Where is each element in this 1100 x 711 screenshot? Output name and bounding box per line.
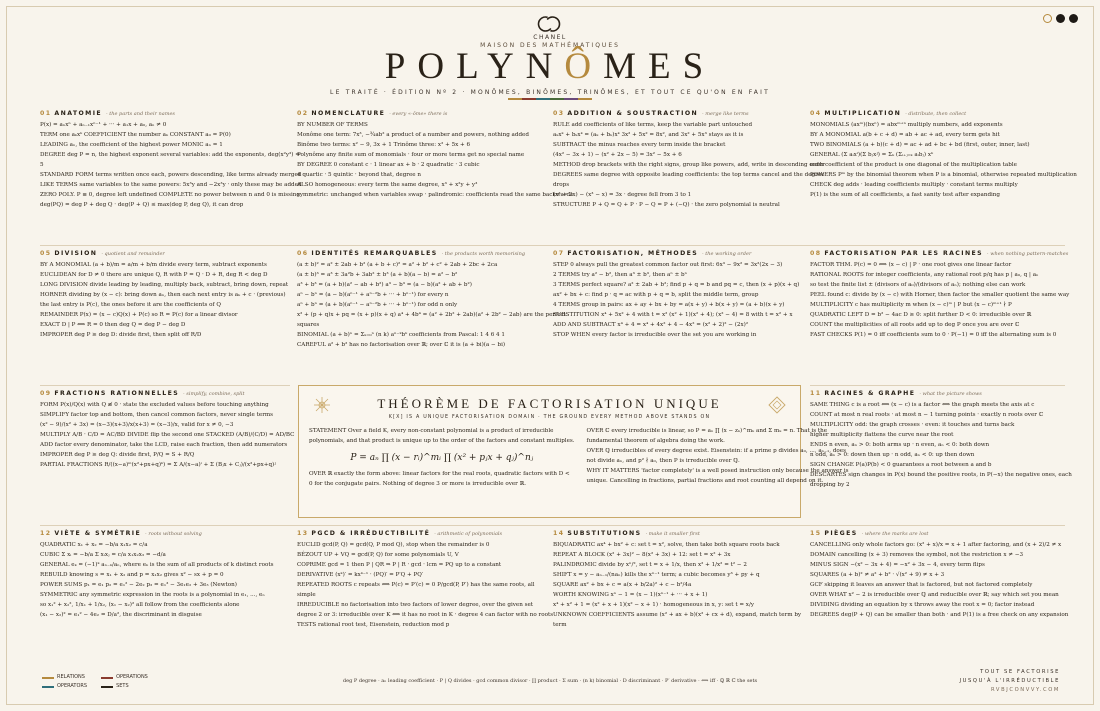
- section-line: ENDS n even, aₙ > 0: both arms up · n even, aₙ < 0: both down: [810, 441, 990, 448]
- section-line: FACTOR THM. P(c) = 0 ⟺ (x − c) | P · one root gives one linear factor: [810, 261, 1012, 268]
- section-title: [40, 530, 280, 539]
- color-bar-segment: [536, 98, 550, 100]
- section-line: dropping by 2: [810, 482, 850, 489]
- section-subheading: · the parts and their names: [106, 111, 175, 117]
- section-subheading: · what the picture shows: [919, 391, 982, 397]
- section-line: COPRIME gcd = 1 then P | QR ⇒ P | R · gcd · lcm = PQ up to a constant: [297, 561, 502, 568]
- section-line: QUADRATIC LEFT D = b² − 4ac D ≥ 0: split further D < 0: irreducible over ℝ: [810, 311, 1032, 318]
- section-heading: VIÈTE & SYMÉTRIE: [54, 530, 142, 537]
- section-line: aⁿ + bⁿ = (a + b)(aⁿ⁻¹ − aⁿ⁻²b + ··· + bⁿ⁻¹) for odd n only: [297, 301, 458, 308]
- section-line: HORNER dividing by (x − c): bring down aₙ, then each next entry is aₖ + c · (previous): [40, 291, 286, 298]
- section-line: squares: [297, 321, 320, 328]
- section-title: [810, 250, 1069, 259]
- section-line: term: [553, 622, 567, 629]
- section-title: [40, 390, 280, 399]
- section-line: PALINDROMIC divide by xⁿ/², set t = x + 1/x, then x² + 1/x² = t² − 2: [553, 561, 747, 568]
- section-line: BY A MONOMIAL a(b + c + d) = ab + ac + ad, every term gets hit: [810, 131, 1000, 138]
- section-line: so test the finite list ± (divisors of a₀)/(divisors of aₙ); nothing else can work: [810, 281, 1026, 288]
- section-number: 14: [553, 530, 565, 537]
- section-title: [297, 250, 542, 259]
- section-number: 05: [40, 250, 52, 257]
- section-line: QUADRATIC x₁ + x₂ = −b/a x₁x₂ = c/a: [40, 541, 148, 548]
- section-subheading: · merge like terms: [702, 111, 749, 117]
- section-number: 07: [553, 250, 565, 257]
- section-line: FORM P(x)/Q(x) with Q ≢ 0 · state the excluded values before touching anything: [40, 401, 269, 408]
- section-title: [810, 530, 1065, 539]
- legend-swatch: [101, 686, 113, 688]
- section-title: [297, 110, 542, 119]
- page-subtitle: LE TRAITÉ · ÉDITION Nº 2 · MONÔMES, BINÔMES, TRINÔMES, ET TOUT CE QU'ON EN FAIT: [330, 89, 770, 96]
- section-line: UNKNOWN COEFFICIENTS assume (x² + ax + b)(x² + cx + d), expand, match term by: [553, 612, 802, 619]
- section-line: a³ + b³ = (a + b)(a² − ab + b²) a³ − b³ = (a − b)(a² + ab + b²): [297, 281, 472, 288]
- theorem-title: THÉORÈME DE FACTORISATION UNIQUE: [377, 396, 722, 411]
- section-title: [553, 250, 798, 259]
- section-line: SIGN CHANGE P(a)P(b) < 0 guarantees a root between a and b: [810, 461, 992, 468]
- divider: [40, 525, 1065, 526]
- section-subheading: · distribute, then collect: [905, 111, 967, 117]
- legend-item: [42, 683, 87, 690]
- section-heading: DIVISION: [54, 250, 98, 257]
- legend-item: [42, 674, 87, 681]
- section-subheading: · every «-ôme» there is: [389, 111, 448, 117]
- section-line: CHECK deg adds · leading coefficients multiply · constant terms multiply: [810, 181, 1018, 188]
- section-line: TESTS rational root test, Eisenstein, reduction mod p: [297, 622, 450, 629]
- section-line: SAME THING c is a root ⟺ (x − c) is a factor ⟺ the graph meets the axis at c: [810, 401, 1035, 408]
- section-line: FAST CHECKS P(1) = 0 iff coefficients sum to 0 · P(−1) = 0 iff the alternating sum is 0: [810, 332, 1057, 339]
- diamond-ornament-icon: [768, 396, 786, 414]
- theorem-line: polynomials, and that product is unique up to the order of the factors and constant multiples.: [309, 438, 575, 445]
- section-line: Binôme two terms: x² − 9, 3x + 1 Trinôme three: x² + 5x + 6: [297, 141, 471, 148]
- section-number: 02: [297, 110, 309, 117]
- section-line: TERM one aₖxᵏ COEFFICIENT the number aₖ CONSTANT a₀ = P(0): [40, 131, 231, 138]
- section-number: 08: [810, 250, 822, 257]
- legend-swatch: [42, 677, 54, 679]
- dot-icon[interactable]: [1069, 14, 1078, 23]
- section-line: CUBIC Σ xᵢ = −b/a Σ xᵢxⱼ = c/a x₁x₂x₃ = −d/a: [40, 551, 166, 558]
- section-line: LONG DIVISION divide leading by leading, multiply back, subtract, bring down, repeat: [40, 281, 289, 288]
- section-line: BY DEGREE 0 constant c · 1 linear ax + b · 2 quadratic · 3 cubic: [297, 161, 480, 168]
- section-line: 2 TERMS try a² − b², then a³ ± b³, then aⁿ ± bⁿ: [553, 271, 688, 278]
- section-s4: [810, 110, 1077, 240]
- section-line: COUNT the multiplicities of all roots add up to deg P once you are over ℂ: [810, 321, 1020, 328]
- section-title: [553, 110, 798, 119]
- theorem-line: STATEMENT Over a field K, every non-constant polynomial is a product of irreducible: [309, 428, 554, 435]
- legend-item: [101, 674, 148, 681]
- section-line: LIKE TERMS same variables to the same powers: 5x³y and −2x³y · only these may be added: [40, 181, 302, 188]
- section-line: RULE add coefficients of like terms, keep the variable part untouched: [553, 121, 753, 128]
- color-bar-segment: [564, 98, 578, 100]
- section-line: P(x) = aₙxⁿ + aₙ₋₁xⁿ⁻¹ + ··· + a₁x + a₀, aₙ ≠ 0: [40, 121, 167, 128]
- section-title: [810, 390, 1065, 399]
- section-line: GENERAL eₖ = (−1)ᵏ aₙ₋ₖ/aₙ, where eₖ is the sum of all products of k distinct roots: [40, 561, 274, 568]
- section-line: (4x² − 3x + 1) − (x² + 2x − 5) = 3x² − 5x + 6: [553, 151, 682, 158]
- section-line: 3 TERMS perfect square? a² ± 2ab + b²; find p + q = b and pq = c, then (x + p)(x + q): [553, 281, 800, 288]
- section-title: [40, 250, 280, 259]
- motto-line: JUSQU'À L'IRRÉDUCTIBLE: [959, 677, 1060, 684]
- section-line: OVER WHAT x² − 2 is irreducible over ℚ and reducible over ℝ; say which set you mean: [810, 591, 1059, 598]
- section-line: symmetric: unchanged when variables swap · palindromic: coefficients read the same backwards: [297, 192, 574, 199]
- motto: [960, 668, 1061, 695]
- section-line: DEGREES same degree with opposite leading coefficients: the top terms cancel and the degree: [553, 171, 825, 178]
- motto-line: TOUT SE FACTORISE: [980, 669, 1060, 675]
- section-subheading: · the products worth memorising: [441, 251, 526, 257]
- section-heading: SUBSTITUTIONS: [567, 530, 642, 537]
- theorem-left: [309, 428, 575, 491]
- section-heading: IDENTITÉS REMARQUABLES: [311, 250, 438, 257]
- section-line: STANDARD FORM terms written once each, powers descending, like terms already merged: [40, 171, 302, 178]
- section-line: SQUARES (a + b)² ≠ a² + b² · √(x² + 9) ≠ x + 3: [810, 571, 945, 578]
- section-line: BÉZOUT UP + VQ = gcd(P, Q) for some polynomials U, V: [297, 551, 459, 558]
- section-subheading: · arithmetic of polynomials: [434, 531, 503, 537]
- section-number: 13: [297, 530, 309, 537]
- section-line: x² + (p + q)x + pq = (x + p)(x + q) a⁴ + 4b⁴ = (a² + 2b² + 2ab)(a² + 2b² − 2ab) are the perfect: [297, 311, 566, 318]
- theorem-right: [587, 428, 849, 491]
- section-line: ZERO POLY. P ≡ 0, degree left undefined COMPLETE no power between n and 0 is missing: [40, 192, 300, 199]
- section-heading: NOMENCLATURE: [311, 110, 386, 117]
- section-line: REMAINDER P(x) = (x − c)Q(x) + P(c) so R = P(c) for a linear divisor: [40, 311, 238, 318]
- section-line: EUCLID gcd(P, Q) = gcd(Q, P mod Q), stop when the remainder is 0: [297, 541, 490, 548]
- dot-icon[interactable]: [1056, 14, 1065, 23]
- section-line: BINOMIAL (a + b)ⁿ = Σₖ₌₀ⁿ (n k) aⁿ⁻ᵏbᵏ coefficients from Pascal: 1 4 6 4 1: [297, 332, 505, 339]
- section-line: SQUARE ax² + bx + c = a(x + b/2a)² + c − b²/4a: [553, 581, 692, 588]
- legend-item: [101, 683, 148, 690]
- section-line: the last entry is P(c), the ones before it are the coefficients of Q: [40, 301, 221, 308]
- section-line: MULTIPLICITY odd: the graph crosses · even: it touches and turns back: [810, 421, 1015, 428]
- section-s8: [810, 250, 1070, 375]
- section-line: DOMAIN cancelling (x + 3) removes the symbol, not the restriction x ≠ −3: [810, 551, 1024, 558]
- legend-swatch: [42, 686, 54, 688]
- section-line: aₖxᵏ + bₖxᵏ = (aₖ + bₖ)xᵏ 3x² + 5x² = 8x², and 3x² + 5x³ stays as it is: [553, 131, 744, 138]
- window-dots: [1043, 14, 1078, 23]
- section-heading: ANATOMIE: [54, 110, 103, 117]
- footer-notation: deg P degree · aₙ leading coefficient · P | Q divides · gcd common divisor · ∏ product · Σ sum · (n k) binomial · D discriminant · P′ derivative · ⟺ iff · ℚ ℝ ℂ the sets: [342, 678, 758, 684]
- section-line: 4 quartic · 5 quintic · beyond that, degree n: [297, 171, 421, 178]
- maison-label: MAISON DES MATHÉMATIQUES: [480, 42, 620, 49]
- section-line: DEGREE deg P = n, the highest exponent several variables: add the exponents, deg(x²y³) =: [40, 151, 300, 158]
- color-bar-segment: [508, 98, 522, 100]
- section-line: higher multiplicity flattens the curve near the root: [810, 431, 954, 438]
- section-line: GCF skipping it leaves an answer that is factored, but not factored completely: [810, 581, 1033, 588]
- section-line: (x³ + 2x) − (x³ − x) = 3x · degree fell from 3 to 1: [553, 192, 692, 199]
- section-s13: [297, 530, 554, 660]
- section-s5: [40, 250, 289, 375]
- section-line: LEADING aₙ, the coefficient of the highest power MONIC aₙ = 1: [40, 141, 223, 148]
- section-line: TWO BINOMIALS (a + b)(c + d) = ac + ad + bc + bd (first, outer, inner, last): [810, 141, 1030, 148]
- theorem-line: unique. Cancelling in fractions, partial fractions and root counting all depend on it.: [586, 478, 824, 485]
- section-heading: FACTORISATION PAR LES RACINES: [824, 250, 984, 257]
- theorem-subtitle: K[X] IS A UNIQUE FACTORISATION DOMAIN · THE GROUND EVERY METHOD ABOVE STANDS ON: [388, 415, 711, 421]
- section-subheading: · quotient and remainder: [101, 251, 165, 257]
- section-line: PARTIAL FRACTIONS R/((x−a)ᵐ(x²+px+q)ᵏ) = Σ A/(x−a)ⁱ + Σ (Bⱼx + Cⱼ)/(x²+px+q)ʲ: [40, 461, 276, 468]
- color-bar-segment: [522, 98, 536, 100]
- section-title: [40, 110, 280, 119]
- section-line: IRREDUCIBLE no factorisation into two factors of lower degree, over the given set: [297, 601, 534, 608]
- section-line: x⁴ + x² + 1 = (x² + x + 1)(x² − x + 1) · homogeneous in x, y: set t = x/y: [553, 601, 755, 608]
- legend-label: RELATIONS: [57, 674, 85, 680]
- section-line: each coefficient of the product is one diagonal of the multiplication table: [810, 161, 1017, 168]
- section-line: EUCLIDEAN for D ≠ 0 there are unique Q, R with P = Q · D + R, deg R < deg D: [40, 271, 268, 278]
- section-line: ADD AND SUBTRACT x⁴ + 4 = x⁴ + 4x² + 4 − 4x² = (x² + 2)² − (2x)²: [553, 321, 749, 328]
- divider: [810, 385, 1065, 386]
- legend-label: OPERATIONS: [116, 674, 148, 680]
- section-line: COUNT at most n real roots · at most n − 1 turning points · exactly n roots over ℂ: [810, 411, 1044, 418]
- site-link[interactable]: RVBJCONVVY.COM: [991, 686, 1060, 693]
- section-line: drops: [553, 181, 570, 188]
- section-number: 11: [810, 390, 822, 397]
- section-heading: RACINES & GRAPHE: [824, 390, 916, 397]
- section-line: MULTIPLY A/B · C/D = AC/BD DIVIDE flip the second one STACKED (A/B)/(C/D) = AD/BC: [40, 431, 295, 438]
- theorem-line: fundamental theorem of algebra doing the work.: [586, 438, 725, 445]
- color-bar-segment: [578, 98, 592, 100]
- section-subheading: · make it smaller first: [645, 531, 700, 537]
- section-line: P(1) is the sum of all coefficients, a fast sanity test after expanding: [810, 192, 1000, 199]
- section-heading: ADDITION & SOUSTRACTION: [567, 110, 699, 117]
- section-number: 09: [40, 390, 52, 397]
- section-line: REPEATED ROOTS c repeats ⟺ P(c) = P′(c) = 0 P/gcd(P, P′) has the same roots, all: [297, 581, 535, 588]
- section-line: so x₁² + x₂², 1/x₁ + 1/x₂, (x₁ − x₂)² all follow from the coefficients alone: [40, 601, 240, 608]
- section-line: SHIFT x = y − aₙ₋₁/(naₙ) kills the xⁿ⁻¹ term; a cubic becomes y³ + py + q: [553, 571, 760, 578]
- section-line: IMPROPER deg P ≥ deg D: divide first, then split off R/D: [40, 332, 202, 339]
- section-s12: [40, 530, 280, 660]
- section-line: REBUILD knowing s = x₁ + x₂ and p = x₁x₂ gives x² − sx + p = 0: [40, 571, 224, 578]
- star-ornament-icon: [313, 396, 331, 414]
- theorem-line: 0 for the conjugate pairs. Nothing of degree 3 or more is irreducible over ℝ.: [309, 481, 527, 488]
- section-number: 03: [553, 110, 565, 117]
- section-line: BY A MONOMIAL (a + b)/m = a/m + b/m divide every term, subtract exponents: [40, 261, 267, 268]
- theorem-line: WHY IT MATTERS 'factor completely' is a well posed instruction only because the answer is: [586, 468, 849, 475]
- section-line: (x² − 9)/(x² + 3x) = (x−3)(x+3)/x(x+3) = (x−3)/x, valid for x ≠ 0, −3: [40, 421, 234, 428]
- section-s9: [40, 390, 295, 515]
- section-number: 04: [810, 110, 822, 117]
- theorem-line: OVER ℂ every irreducible is linear, so P = aₙ ∏ (x − zₖ)^mₖ and Σ mₖ = n. That is the: [586, 428, 828, 435]
- section-number: 01: [40, 110, 52, 117]
- section-line: BY NUMBER OF TERMS: [297, 121, 368, 128]
- section-line: DIVIDING dividing an equation by x throws away the root x = 0; factor instead: [810, 601, 1035, 608]
- section-heading: PIÈGES: [824, 530, 858, 537]
- section-line: POWERS Pᵐ by the binomial theorem when P is a binomial, otherwise repeated multiplication: [810, 171, 1077, 178]
- section-line: DEGREES deg(P + Q) can be smaller than both · and P(1) is a free check on any expansion: [810, 612, 1069, 619]
- section-title: [297, 530, 542, 539]
- section-line: aⁿ − bⁿ = (a − b)(aⁿ⁻¹ + aⁿ⁻²b + ··· + bⁿ⁻¹) for every n: [297, 291, 449, 298]
- section-number: 12: [40, 530, 52, 537]
- section-line: WORTH KNOWING xⁿ − 1 = (x − 1)(xⁿ⁻¹ + ··· + x + 1): [553, 591, 708, 598]
- brand-name: CHANEL: [533, 34, 567, 41]
- section-line: SIMPLIFY factor top and bottom, then cancel common factors, never single terms: [40, 411, 274, 418]
- section-line: ax² + bx + c: find p · q = ac with p + q = b, split the middle term, group: [553, 291, 759, 298]
- section-line: PEEL found c: divide by (x − c) with Horner, then factor the smaller quotient the same way: [810, 291, 1070, 298]
- section-line: BIQUADRATIC ax⁴ + bx² + c: set t = x², solve, then take both square roots back: [553, 541, 780, 548]
- section-line: STRUCTURE P + Q = Q + P · P − Q = P + (−Q) · the zero polynomial is neutral: [553, 202, 780, 209]
- section-s7: [553, 250, 798, 375]
- section-heading: MULTIPLICATION: [824, 110, 902, 117]
- legend-label: OPERATORS: [57, 683, 88, 690]
- page-title: POLYNÔMES: [384, 46, 716, 87]
- section-title: [553, 530, 798, 539]
- section-heading: FRACTIONS RATIONNELLES: [54, 390, 180, 397]
- section-subheading: · simplify, combine, split: [183, 391, 245, 397]
- section-line: 5: [40, 161, 44, 168]
- ring-dot-icon[interactable]: [1043, 14, 1052, 23]
- section-line: SUBTRACT the minus reaches every term inside the bracket: [553, 141, 726, 148]
- section-line: DESCARTES sign changes in P(x) bound the positive roots, in P(−x) the negative ones, each: [810, 472, 1072, 479]
- divider: [40, 245, 1065, 246]
- section-s1: [40, 110, 302, 240]
- section-line: SUBSTITUTION x⁴ + 5x² + 4 with t = x² (x² + 1)(x² + 4); (x² − 4) = 8 with t = x² + x: [553, 311, 793, 318]
- section-line: STOP WHEN every factor is irreducible over the set you are working in: [553, 332, 757, 339]
- section-line: 4 TERMS group in pairs: ax + ay + bx + by = a(x + y) + b(x + y) = (a + b)(x + y): [553, 301, 785, 308]
- section-heading: PGCD & IRRÉDUCTIBILITÉ: [311, 530, 431, 537]
- section-line: SYMMETRIC any symmetric expression in the roots is a polynomial in e₁, ..., eₙ: [40, 591, 265, 598]
- color-bar: [508, 98, 592, 100]
- section-line: MINUS SIGN −(x² − 3x + 4) = −x² + 3x − 4, every term flips: [810, 561, 985, 568]
- section-line: ALSO homogeneous: every term the same degree, x³ + x²y + y³: [297, 181, 478, 188]
- theorem-line: OVER ℝ exactly the form above: linear factors for the real roots, quadratic factors with D <: [309, 470, 570, 477]
- section-line: CAREFUL a² + b² has no factorisation over ℝ; over ℂ it is (a + bi)(a − bi): [297, 342, 506, 349]
- section-line: METHOD drop brackets with the right signs, group like powers, add, write in descending order: [553, 161, 825, 168]
- section-line: Monôme one term: 7x³, −¾ab² a product of a number and powers, nothing added: [297, 131, 529, 138]
- section-line: EXACT D | P ⟺ R = 0 then deg Q = deg P − deg D: [40, 321, 186, 328]
- section-line: (a ± b)³ = a³ ± 3a²b + 3ab² ± b³ (a + b)(a − b) = a² − b²: [297, 271, 458, 278]
- section-line: (x₁ − x₂)² = e₁² − 4e₂ = D/a², the discriminant in disguise: [40, 612, 202, 619]
- section-line: MULTIPLICITY c has multiplicity m when (x − c)ᵐ | P but (x − c)ᵐ⁺¹ ∤ P: [810, 301, 1012, 308]
- section-line: STEP 0 always pull the greatest common factor out first: 6x³ − 9x² = 3x²(2x − 3): [553, 261, 783, 268]
- color-bar-segment: [550, 98, 564, 100]
- section-s15: [810, 530, 1069, 660]
- section-number: 06: [297, 250, 309, 257]
- section-line: MONOMIALS (axᵐ)(bxⁿ) = abxᵐ⁺ⁿ multiply numbers, add exponents: [810, 121, 1003, 128]
- chanel-logo-icon: [536, 14, 562, 34]
- section-title: [810, 110, 1065, 119]
- section-line: deg(PQ) = deg P + deg Q · deg(P + Q) ≤ max(deg P, deg Q), it can drop: [40, 202, 244, 209]
- divider: [40, 385, 290, 386]
- section-subheading: · when nothing pattern-matches: [987, 251, 1069, 257]
- section-line: DERIVATIVE (xᵏ)′ = kxᵏ⁻¹ · (PQ)′ = P′Q + PQ′: [297, 571, 424, 578]
- section-line: ADD factor every denominator, take the LCD, raise each fraction, then add numerators: [40, 441, 288, 448]
- section-line: GENERAL (Σ aᵢxⁱ)(Σ bⱼxʲ) = Σₖ (Σᵢ₊ⱼ₌ₖ aᵢbⱼ) xᵏ: [810, 151, 934, 158]
- theorem-formula: P = aₙ ∏ (x − rᵢ)^mᵢ ∏ (x² + pⱼx + qⱼ)^nⱼ: [350, 453, 534, 464]
- section-line: RATIONAL ROOTS for integer coefficients, any rational root p/q has p | a₀, q | aₙ: [810, 271, 1039, 278]
- legend-label: SETS: [116, 683, 129, 690]
- section-subheading: · where the marks are lost: [861, 531, 929, 537]
- section-line: REPEAT A BLOCK (x² + 3x)² − 8(x² + 3x) + 12: set t = x² + 3x: [553, 551, 731, 558]
- section-line: Polynôme any finite sum of monomials · four or more terms get no special name: [297, 151, 525, 158]
- section-line: degree 2 or 3: irreducible over K ⟺ it has no root in K · degree 4 can factor with no roots: [297, 612, 554, 619]
- section-subheading: · the working order: [702, 251, 752, 257]
- theorem-line: not divide aₙ, and p² ∤ a₀, then P is irreducible over ℚ.: [586, 458, 740, 465]
- section-s14: [553, 530, 802, 660]
- section-subheading: · roots without solving: [145, 531, 202, 537]
- section-heading: FACTORISATION, MÉTHODES: [567, 250, 699, 257]
- section-line: simple: [297, 591, 316, 598]
- legend: [42, 674, 148, 690]
- section-line: CANCELLING only whole factors go: (x² + x)/x = x + 1 after factoring, and (x + 2)/2 ≠ x: [810, 541, 1062, 548]
- section-line: n odd, aₙ > 0: down then up · n odd, aₙ < 0: up then down: [810, 451, 975, 458]
- section-line: IMPROPER deg P ≥ deg Q: divide first, P/Q = S + R/Q: [40, 451, 195, 458]
- section-line: POWER SUMS p₁ = e₁ p₂ = e₁² − 2e₂ p₃ = e₁³ − 3e₁e₂ + 3e₃ (Newton): [40, 581, 237, 588]
- theorem-line: OVER ℚ irreducibles of every degree exist. Eisenstein: if a prime p divides a₀, ..., aₙ₋₁, does: [586, 448, 846, 455]
- section-number: 15: [810, 530, 822, 537]
- legend-swatch: [101, 677, 113, 679]
- section-line: (a ± b)² = a² ± 2ab + b² (a + b + c)² = a² + b² + c² + 2ab + 2bc + 2ca: [297, 261, 498, 268]
